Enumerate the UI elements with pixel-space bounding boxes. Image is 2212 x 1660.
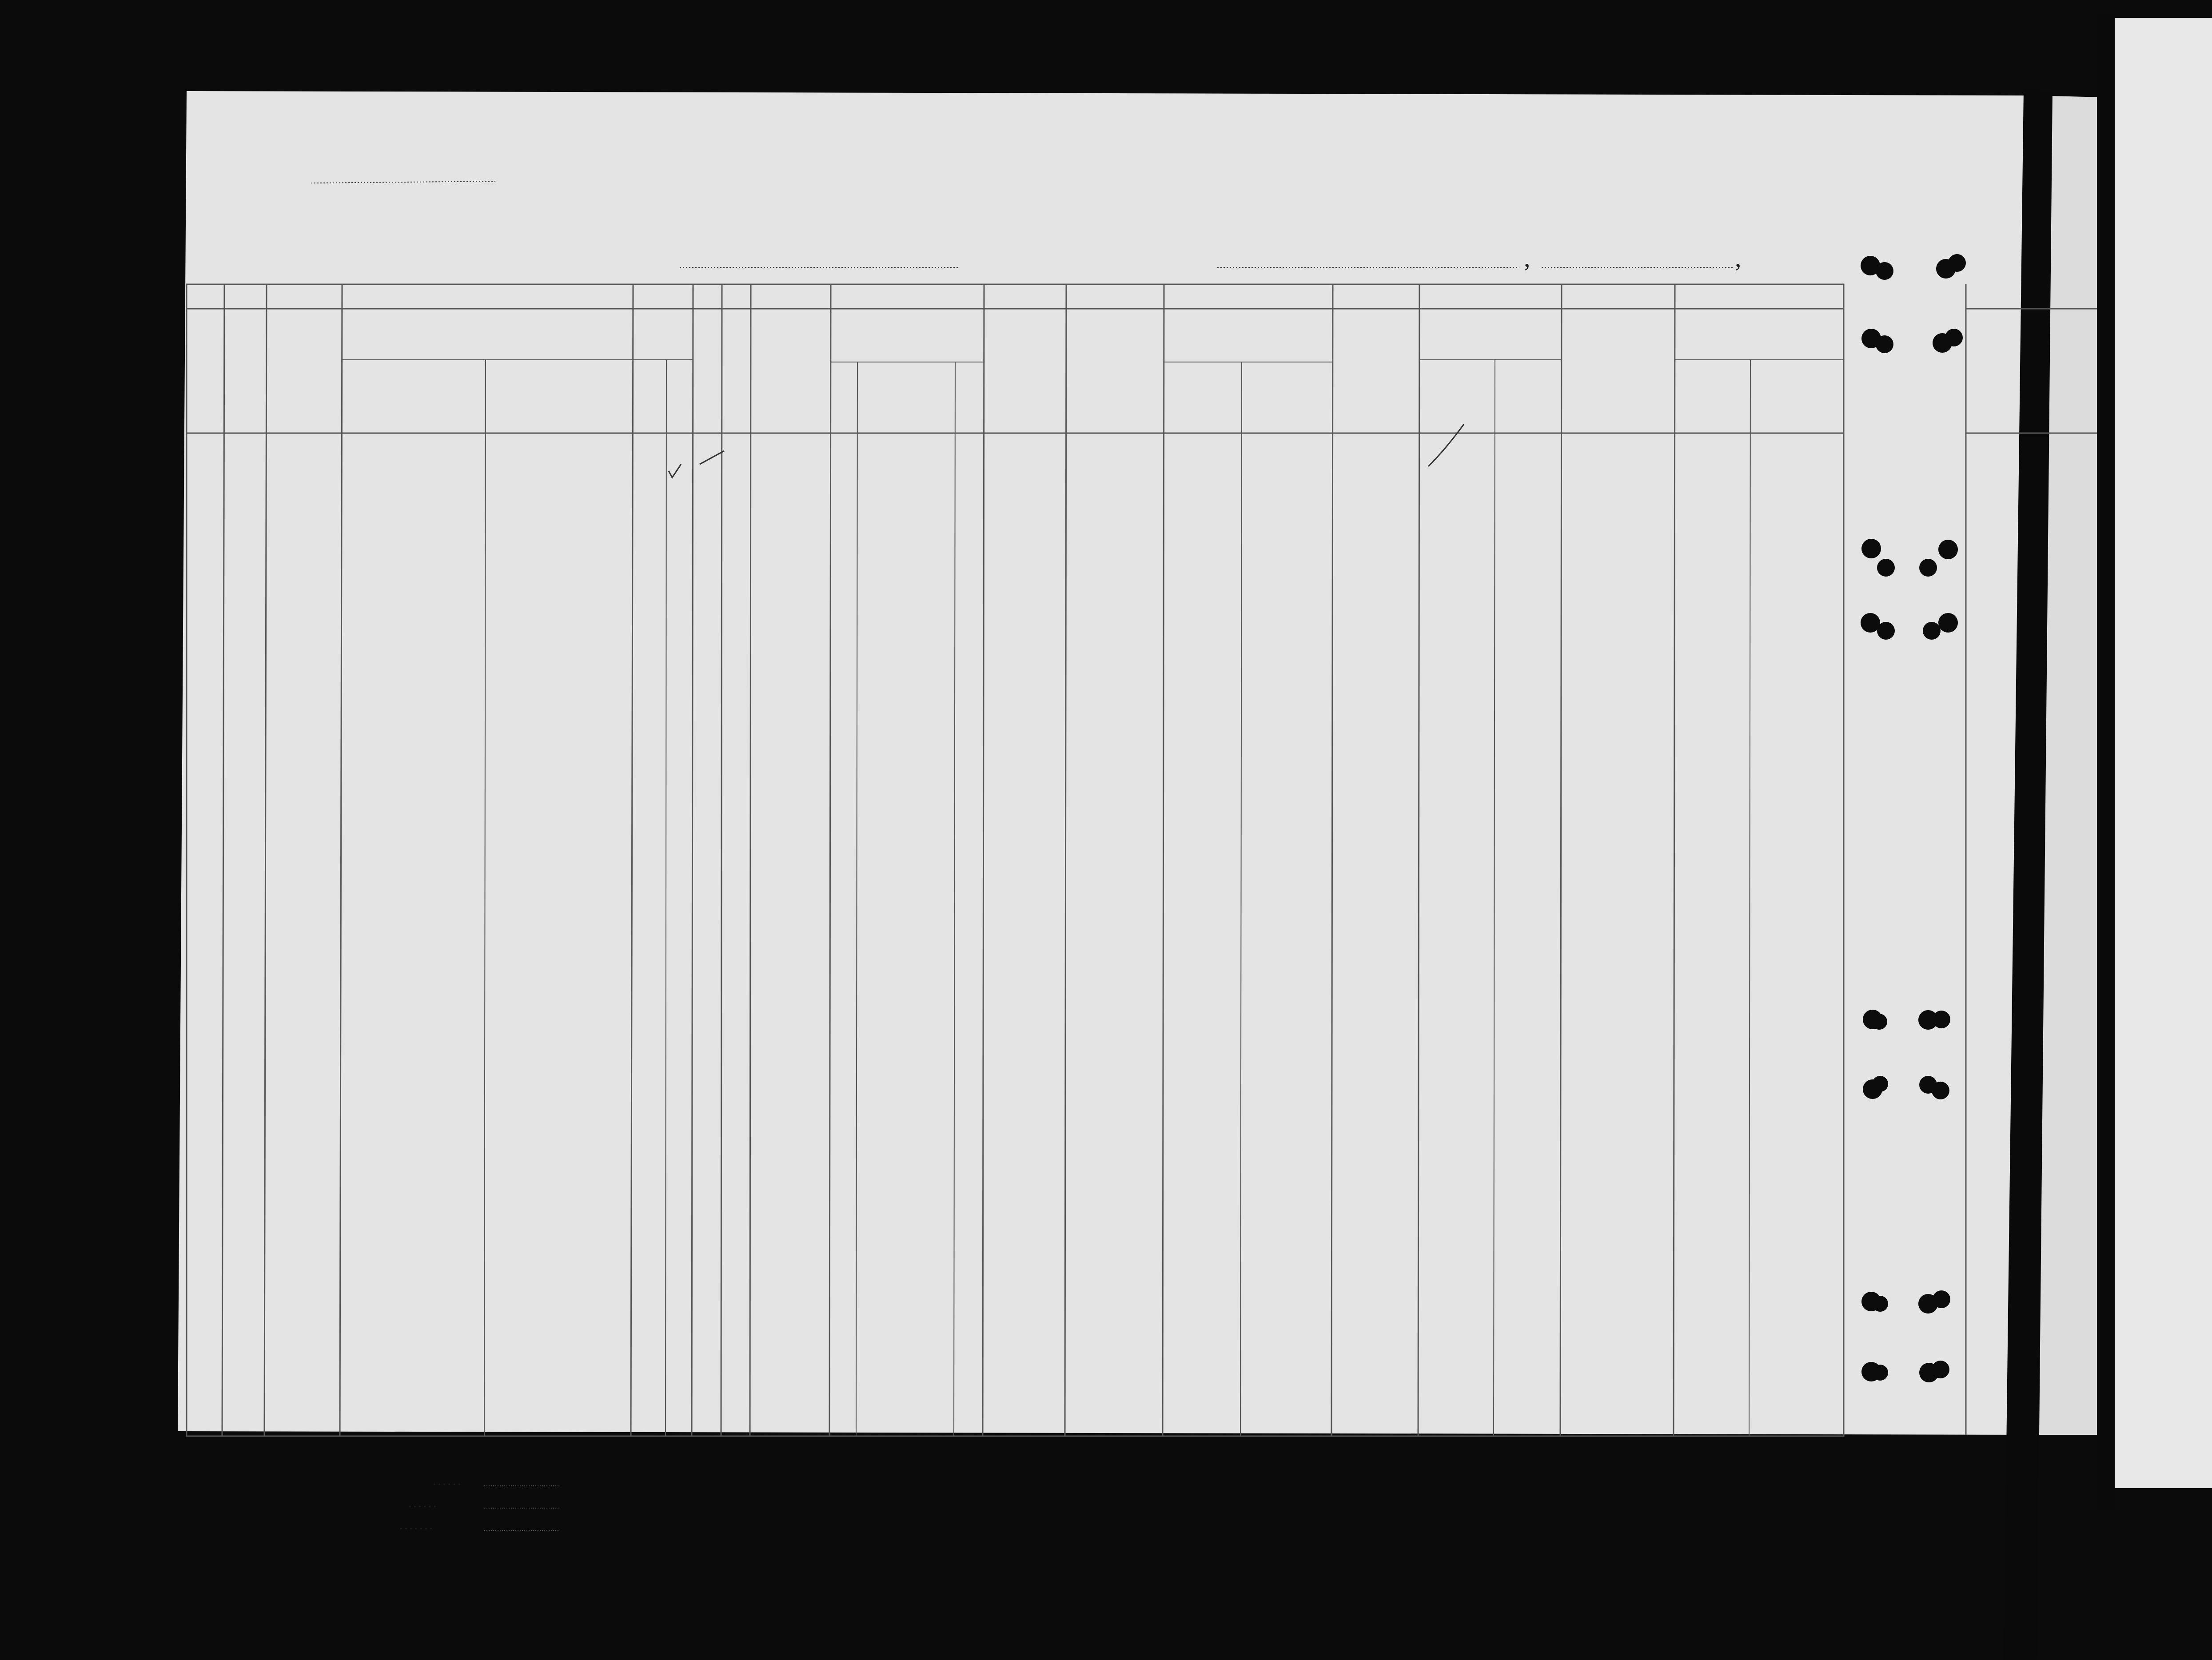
svg-text:......: ...... xyxy=(433,1477,463,1487)
next-page xyxy=(2104,18,2212,1488)
comma-1: , xyxy=(1524,243,1530,272)
manifest-sheet xyxy=(178,91,2035,1435)
svg-text:......: ...... xyxy=(409,1499,439,1509)
next-page-edge xyxy=(2097,13,2115,1510)
svg-text:.......: ....... xyxy=(400,1521,435,1532)
comma-2: , xyxy=(1735,243,1742,272)
